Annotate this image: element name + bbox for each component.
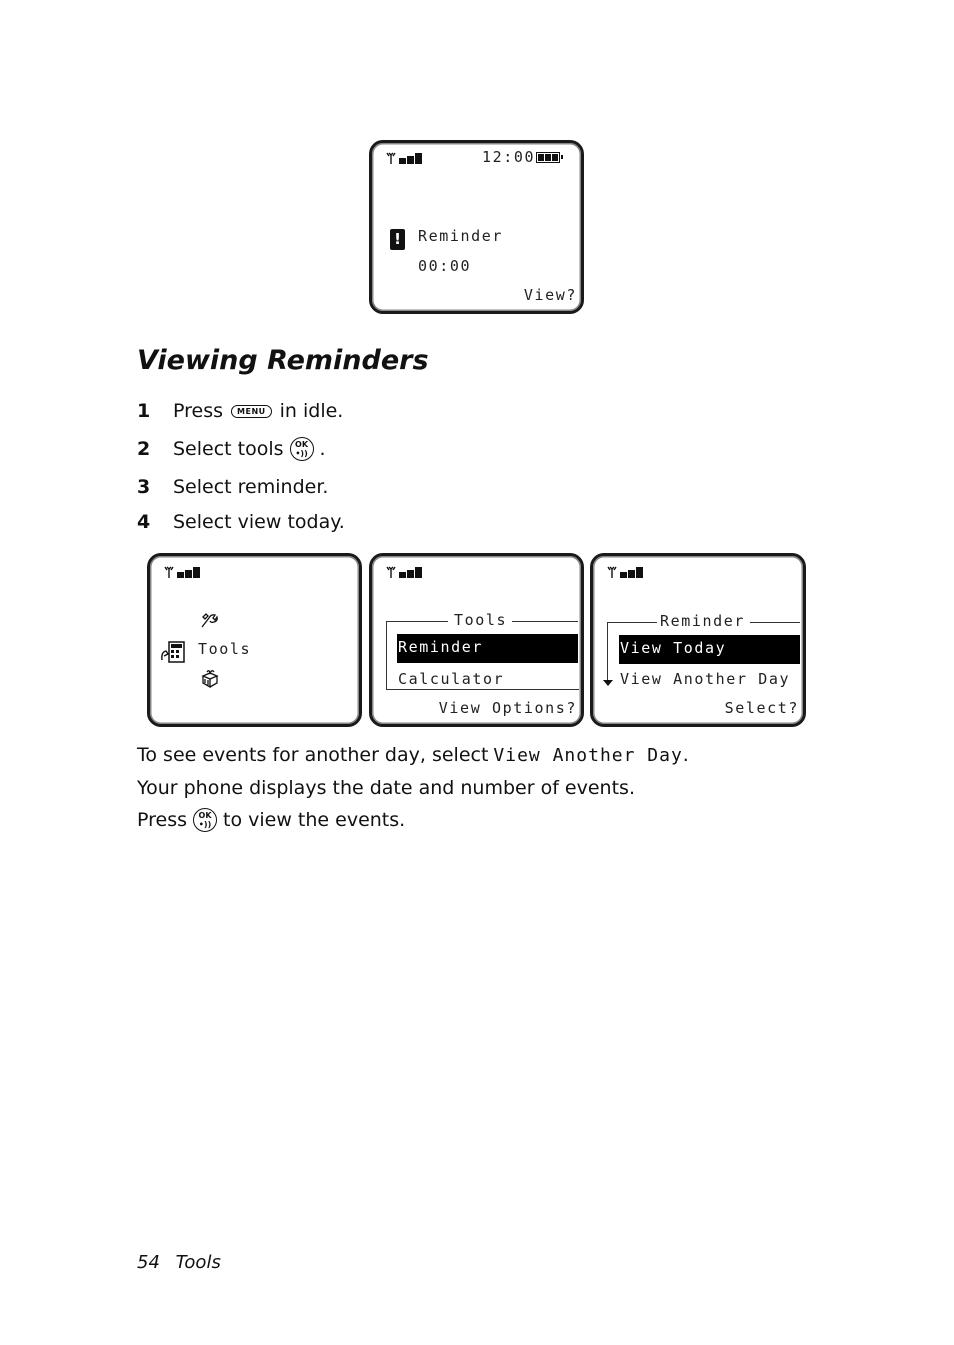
ok-key-icon: OK •)) bbox=[290, 437, 314, 461]
antenna-icon bbox=[607, 566, 617, 578]
step-1: 1 Press MENU in idle. bbox=[137, 400, 344, 422]
menu-title: Reminder bbox=[660, 612, 746, 630]
phone-screen-idle-reminder bbox=[369, 140, 584, 314]
tools-calculator-icon bbox=[160, 640, 186, 664]
instruction-line-2: Your phone displays the date and number of events. bbox=[137, 777, 635, 799]
footer-section: Tools bbox=[175, 1252, 221, 1273]
view-another-day-term: View Another Day bbox=[493, 744, 683, 766]
menu-key-icon: MENU bbox=[231, 405, 272, 418]
phone-screen-tools-menu bbox=[147, 553, 362, 727]
menu-item-selected[interactable]: View Today bbox=[619, 635, 800, 664]
signal-strength-icon bbox=[164, 566, 200, 578]
settings-wrench-icon bbox=[199, 612, 219, 630]
reminder-label: Reminder bbox=[418, 227, 504, 245]
instruction-line-1: To see events for another day, select View Another Day . bbox=[137, 744, 689, 766]
signal-strength-icon bbox=[607, 566, 643, 578]
step-2: 2 Select tools OK •)) . bbox=[137, 438, 326, 460]
tools-label: Tools bbox=[198, 640, 252, 658]
step-number: 4 bbox=[137, 511, 151, 533]
menu-item[interactable]: Calculator bbox=[398, 670, 505, 688]
antenna-icon bbox=[386, 152, 396, 164]
scroll-down-arrow-icon bbox=[602, 678, 614, 688]
menu-item-selected[interactable]: Reminder bbox=[397, 634, 578, 663]
step-number: 3 bbox=[137, 476, 151, 498]
phone-screen-reminder-list bbox=[590, 553, 806, 727]
antenna-icon bbox=[386, 566, 396, 578]
antenna-icon bbox=[164, 566, 174, 578]
page-footer bbox=[137, 1252, 221, 1273]
ok-key-icon: OK •)) bbox=[193, 808, 217, 832]
step-number: 2 bbox=[137, 438, 151, 460]
section-title: Viewing Reminders bbox=[137, 345, 429, 376]
battery-icon bbox=[536, 152, 560, 163]
signal-strength-icon bbox=[386, 152, 422, 164]
page-number: 54 bbox=[137, 1252, 160, 1273]
gift-box-icon bbox=[200, 669, 220, 689]
view-softkey[interactable]: View? bbox=[523, 286, 577, 304]
phone-screen-tools-list bbox=[369, 553, 584, 727]
reminder-alert-icon: ! bbox=[390, 229, 405, 250]
step-4: 4 Select view today. bbox=[137, 511, 345, 533]
menu-item[interactable]: View Another Day bbox=[620, 670, 791, 688]
select-softkey[interactable]: Select? bbox=[724, 699, 799, 717]
clock-time: 12:00 bbox=[482, 148, 536, 166]
menu-title: Tools bbox=[454, 611, 508, 629]
view-options-softkey[interactable]: View Options? bbox=[438, 699, 577, 717]
instruction-line-3: Press OK •)) to view the events. bbox=[137, 809, 406, 831]
step-number: 1 bbox=[137, 400, 151, 422]
reminder-time: 00:00 bbox=[418, 257, 472, 275]
step-3: 3 Select reminder. bbox=[137, 476, 329, 498]
signal-strength-icon bbox=[386, 566, 422, 578]
